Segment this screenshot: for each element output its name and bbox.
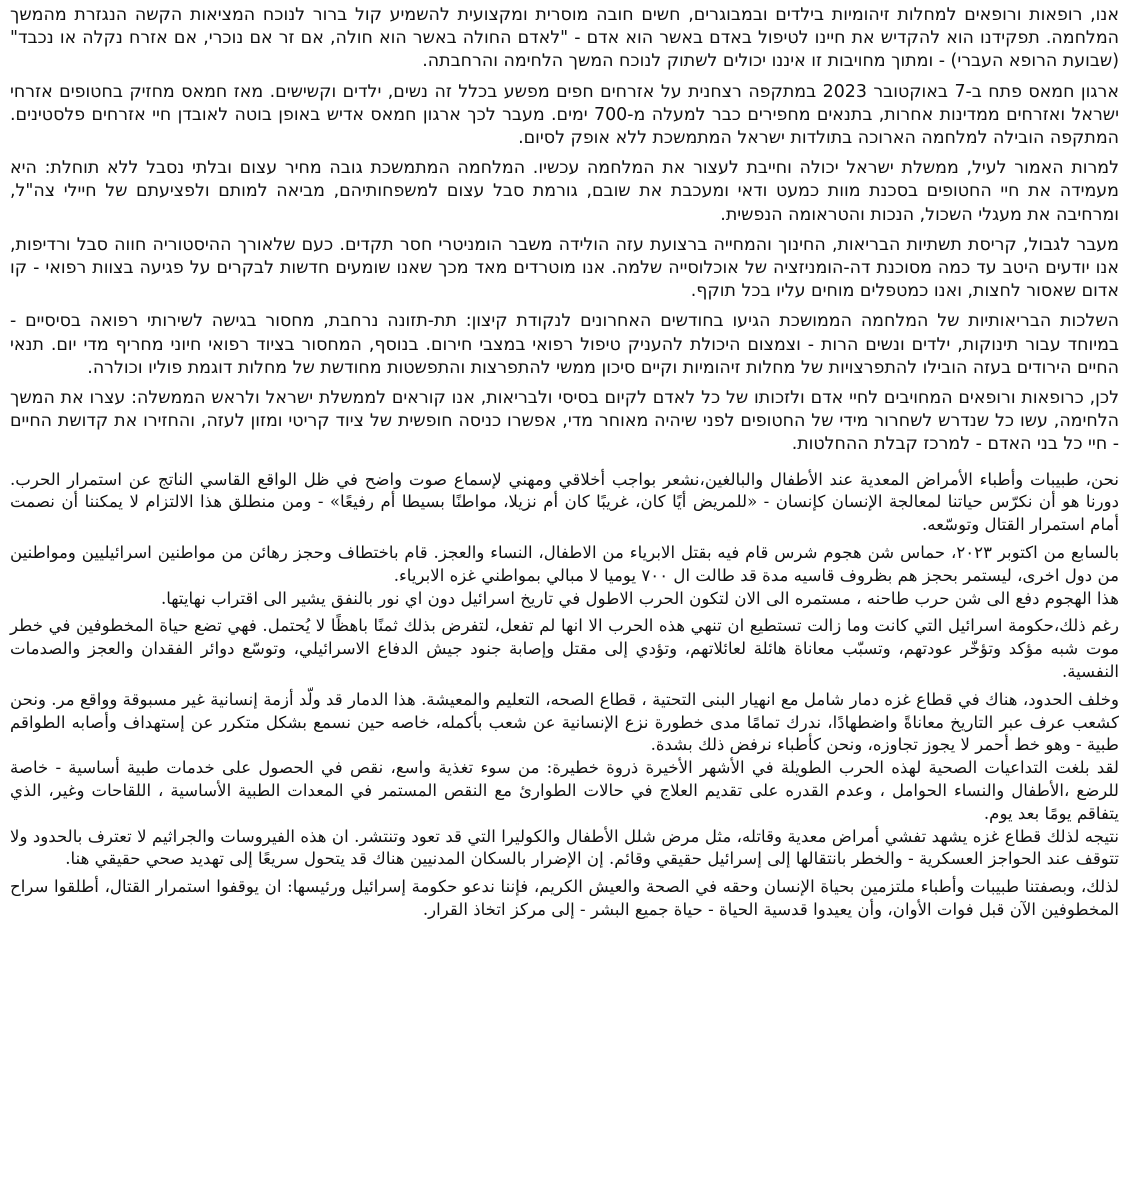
- arabic-paragraph-7: نتيجه لذلك قطاع غزه يشهد تفشي أمراض معدية وقاتله، مثل مرض شلل الأطفال والكوليرا التي قد تعود وتنتشر. ان هذه الفيروسات والجراثيم لا تعترف بالحدود ولا تتوقف عند الحواجز العسكرية - والخطر بانتقالها إلى إسرائيل حقيقي وقائم. إن الإضرار بالسكان المدنيين هناك قد يتحول سريعًا إلى تهديد صحي حقيقي هنا.: [10, 826, 1119, 869]
- arabic-paragraph-3: هذا الهجوم دفع الى شن حرب طاحنه ، مستمره الى الان لتكون الحرب الاطول في تاريخ اسرائيل دون اي نور بالنفق يشير الى اقتراب نهايتها.: [160, 588, 1119, 608]
- hebrew-paragraph-2: ארגון חמאס פתח ב-7 באוקטובר 2023 במתקפה רצחנית על אזרחים חפים מפשע בכלל זה נשים, ילדים וקשישים. מאז חמאס מחזיק בחטופים אזרחי ישראל ואזרחים ממדינות אחרות, בתנאים מחפירים כבר למעלה מ-700 ימים. מעבר לכך ארגון חמאס אדיש באופן בוטה לאובדן חיי אזרחים פלסטינים. המתקפה הובילה למלחמה הארוכה בתולדות ישראל המתמשכת ללא אופק לסיום.: [10, 81, 1120, 149]
- hebrew-paragraph-5: השלכות הבריאותיות של המלחמה הממושכת הגיעו בחודשים האחרונים לנקודת קיצון: תת-תזונה נרחבת, מחסור בגישה לשירותי רפואה בסיסיים - במיוחד עבור תינוקות, ילדים ונשים הרות - וצמצום היכולת להעניק טיפול רפואי במצבי חירום. בנוסף, המחסור בציוד רפואי חיוני מחריף מדי יום. תנאי החיים הירודים בעזה הובילו להתפרצויות של מחלות זיהומיות וקיים סיכון ממשי להתפרצות והתפשטות מחודשת של מחלות דוגמת פוליו וכולרה.: [10, 311, 1119, 378]
- hebrew-paragraph-6: לכן, כרופאות ורופאים המחויבים לחיי אדם ולזכותו של כל לאדם לקיום בסיסי ולבריאות, אנו קוראים לממשלת ישראל ולראש הממשלה: עצרו את המשך הלחימה, עשו כל שנדרש לשחרור מידי של החטופים לפני שיהיה מאוחר מדי, אפשרו כניסה חופשית של ציוד קריטי ומזון לעזה, והחזירו את קדושת החיים - חיי כל בני האדם - למרכז קבלת ההחלטות.: [10, 388, 1119, 455]
- arabic-paragraph-8: لذلك، وبصفتنا طبيبات وأطباء ملتزمين بحياة الإنسان وحقه في الصحة والعيش الكريم، فإننا ندعو حكومة إسرائيل ورئيسها: ان يوقفوا استمرار القتال، أطلقوا سراح المخطوفين الآن قبل فوات الأوان، وأن يعيدوا قدسية الحياة - حياة جميع البشر - إلى مركز اتخاذ القرار.: [10, 877, 1119, 919]
- hebrew-paragraph-1: אנו, רופאות ורופאים למחלות זיהומיות בילדים ובמבוגרים, חשים חובה מוסרית ומקצועית להשמיע קול ברור לנוכח המציאות הקשה הנגזרת מהמשך המלחמה. תפקידנו הוא להקדיש את חיינו לטיפול באדם באשר הוא אדם - "לאדם החולה באשר הוא חולה, אם זר אם נוכרי, אם אזרח נקלה או נכבד" (שבועת הרופא העברי) - ומתוך מחויבות זו איננו יכולים לשתוק לנוכח המשך הלחימה והרחבתה.: [10, 5, 1119, 72]
- arabic-paragraph-6: لقد بلغت التداعيات الصحية لهذه الحرب الطويلة في الأشهر الأخيرة ذروة خطيرة: من سوء تغذية واسع، نقص في الحصول على خدمات طبية أساسية - خاصة للرضع ،الأطفال والنساء الحوامل ، وعدم القدره على تقديم العلاج في حالات الطوارئ مع النقص المستمر في المعدات الطبية الأساسية ، اللقاحات وغير، الذي يتفاقم يومًا بعد يوم.: [10, 758, 1119, 823]
- arabic-paragraph-4: رغم ذلك،حكومة اسرائيل التي كانت وما زالت تستطيع ان تنهي هذه الحرب الا انها لم تفعل، لتفرض بذلك ثمنًا باهظًا لا يُحتمل. فهي تضع حياة المخطوفين في خطر موت شبه مؤكد وتؤخّر عودتهم، وتسبّب معاناة هائلة لعائلاتهم، وتؤدي إلى مقتل وإصابة جنود جيش الدفاع الاسرائيلي، وتوسّع دوائر الفقدان والعجز والصدمات النفسية.: [10, 616, 1119, 682]
- hebrew-section: [10, 4, 1119, 457]
- arabic-section: [10, 469, 1119, 922]
- arabic-paragraph-5: وخلف الحدود، هناك في قطاع غزه دمار شامل مع انهيار البنى التحتية ، قطاع الصحه، التعليم والمعيشة. هذا الدمار قد ولّد أزمة إنسانية غير مسبوقة وواقع مر. ونحن كشعب عرف عبر التاريخ معاناةً واضطهادًا، ندرك تمامًا مدى خطورة نزع الإنسانية عن شعب بأكمله، خاصه حين نسمع بشكل متكرر عن إستهداف وأصابه الطواقم طبية - وهو خط أحمر لا يجوز تجاوزه، ونحن كأطباء نرفض ذلك بشدة.: [10, 689, 1119, 755]
- arabic-paragraph-1: نحن، طبيبات وأطباء الأمراض المعدية عند الأطفال والبالغين،نشعر بواجب أخلاقي ومهني لإسماع صوت واضح في ظل الواقع القاسي الناتج عن استمرار الحرب. دورنا هو أن نكرّس حياتنا لمعالجة الإنسان كإنسان - «للمريض أيًا كان، غريبًا كان أم نزيلا، مواطنًا بسيطا أم رفيعًا» - ومن منطلق هذا الالتزام لا يمكننا أن نصمت أمام استمرار القتال وتوسّعه.: [10, 469, 1119, 535]
- hebrew-paragraph-4: מעבר לגבול, קריסת תשתיות הבריאות, החינוך והמחייה ברצועת עזה הולידה משבר הומניטרי חסר תקדים. כעם שלאורך ההיסטוריה חווה סבל ורדיפות, אנו יודעים היטב עד כמה מסוכנת דה-הומניזציה של אוכלוסייה שלמה. אנו מוטרדים מאד מכך שאנו שומעים חדשות לבקרים על פגיעה בצוות רפואי - קו אדום שאסור לחצות, ואנו כמטפלים מוחים עליו בכל תוקף.: [10, 234, 1119, 302]
- hebrew-paragraph-3: למרות האמור לעיל, ממשלת ישראל יכולה וחייבת לעצור את המלחמה עכשיו. המלחמה המתמשכת גובה מחיר עצום ובלתי נסבל ללא תוחלת: היא מעמידה את חיי החטופים בסכנת מוות כמעט ודאי ומעכבת את שובם, גורמת סבל עצום למשפחותיהם, מביאה למותם ולפציעתם של חיילי צה"ל, ומרחיבה את מעגלי השכול, הנכות והטראומה הנפשית.: [10, 158, 1119, 225]
- arabic-paragraph-2: بالسابع من اكتوبر ٢٠٢٣، حماس شن هجوم شرس قام فيه بقتل الابرياء من الاطفال، النساء والعجز. قام باختطاف وحجز رهائن من مواطنين اسرائيليين ومواطنين من دول اخرى، ليستمر بحجز هم بظروف قاسيه مدة قد طالت ال ٧٠٠ يوميا لا مبالي بمواطني غزه الابرياء.: [10, 543, 1119, 585]
